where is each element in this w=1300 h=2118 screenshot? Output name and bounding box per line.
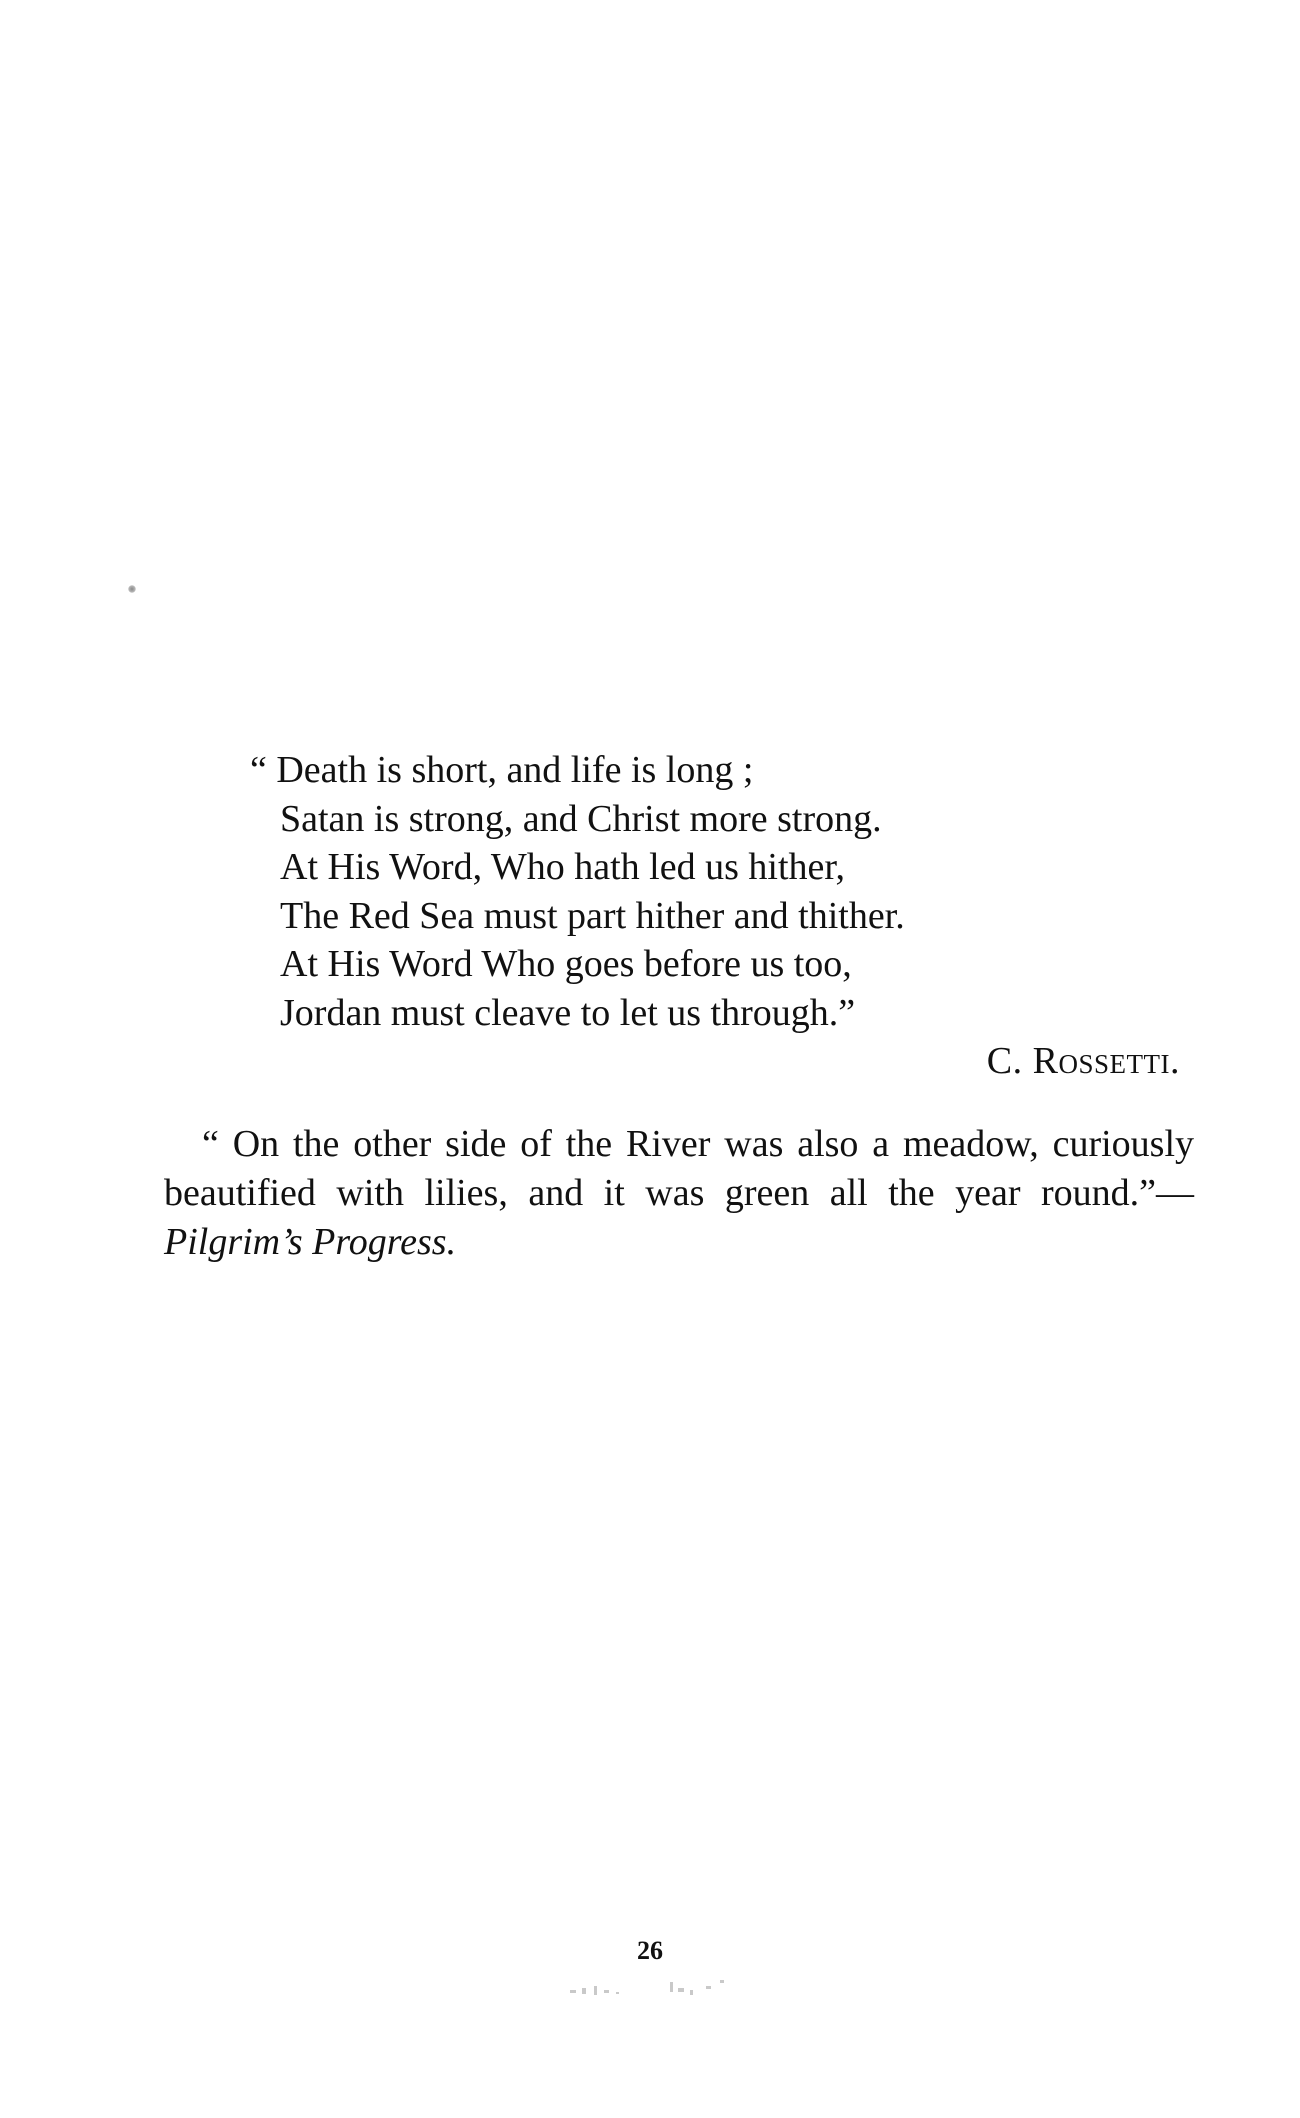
poem-attribution: C. Rossetti. — [986, 1040, 1180, 1082]
poem-line: “ Death is short, and life is long ; — [250, 749, 754, 791]
page-number: 26 — [637, 1936, 663, 1965]
prose-quote — [164, 1120, 1194, 1267]
poem-line: Jordan must cleave to let us through.” — [280, 991, 856, 1034]
poem-line: Satan is strong, and Christ more strong. — [280, 797, 882, 840]
prose-source: Pilgrim’s Progress. — [164, 1221, 457, 1263]
poem-line: At His Word Who goes before us too, — [280, 943, 852, 985]
prose-text: “ On the other side of the River was also a meadow, curiously beautified with lilies, and it was green all the year round.”— — [164, 1123, 1194, 1214]
poem-block — [250, 746, 1190, 1086]
poem-line: The Red Sea must part hither and thither. — [280, 894, 905, 937]
poem-line: At His Word, Who hath led us hither, — [280, 846, 846, 888]
faded-stamp-mark — [560, 1972, 760, 2012]
ink-speck — [128, 585, 136, 593]
